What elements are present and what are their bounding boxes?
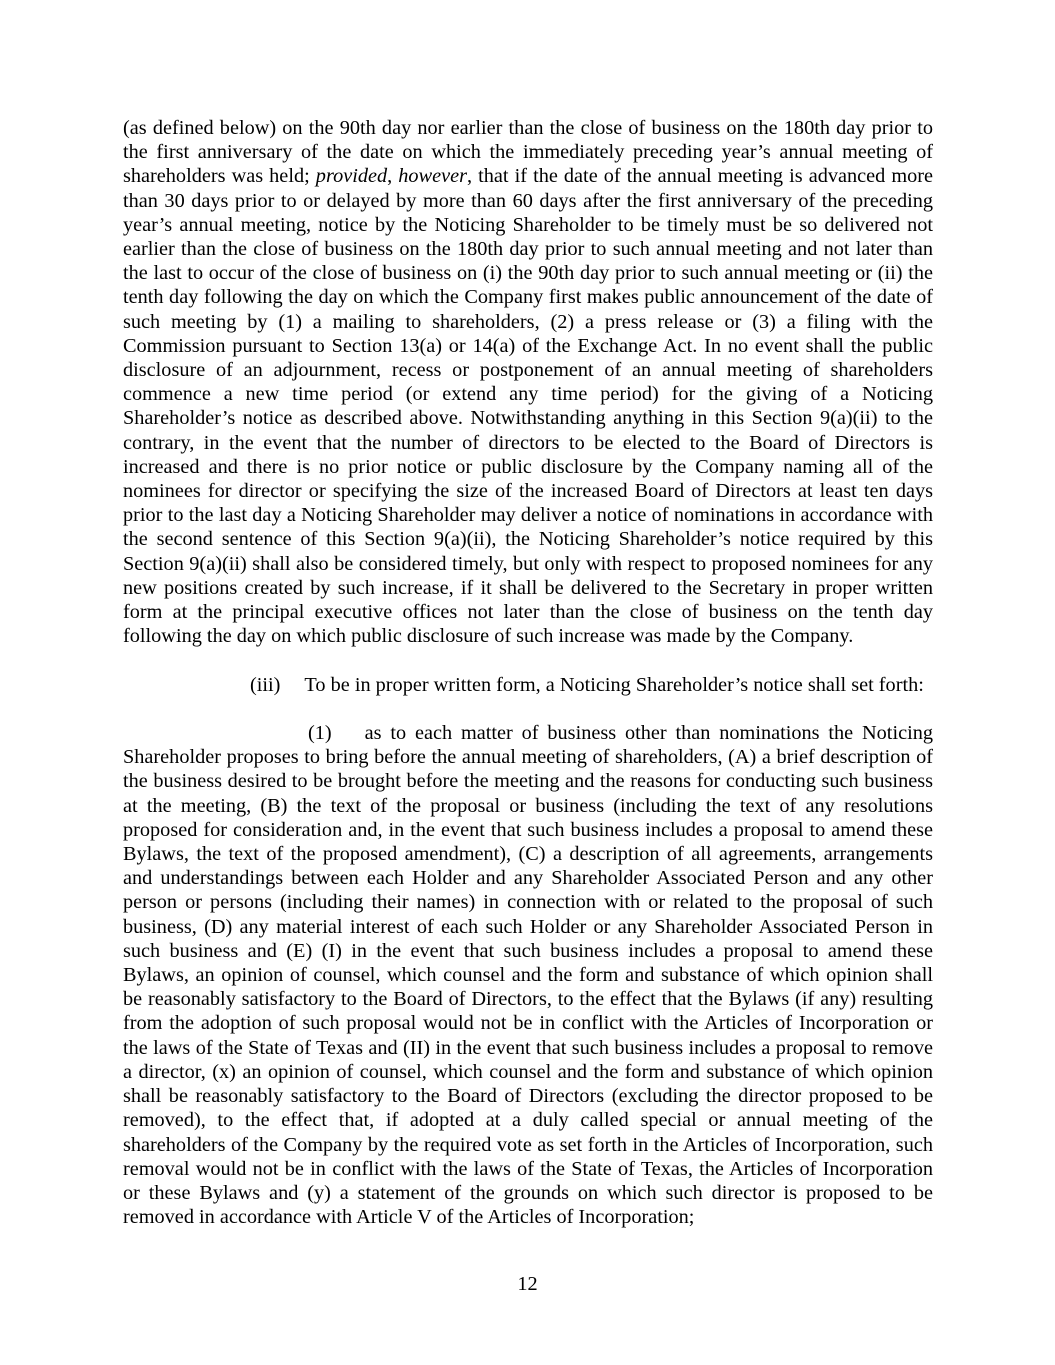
item-1-text: as to each matter of business other than nominations the Noticing Shareholder proposes to bring before the annual meeting of shareholders, (A) a brief description of the business desired to be brought before the meeting and the reasons for conducting such business at the meeting, (B) the text of the proposal or business (including the text of any resolutions proposed for consideration and, in the event that such business includes a proposal to amend these Bylaws, the text of the proposed amendment), (C) a description of all agreements, arrangements and understandings between each Holder and any Shareholder Associated Person and any other person or persons (including their names) in connection with or related to the proposal of such business, (D) any material interest of each such Holder or any Shareholder Associated Person in such business and (E) (I) in the event that such business includes a proposal to amend these Bylaws, an opinion of counsel, which counsel and the form and substance of which opinion shall be reasonably satisfactory to the Board of Directors, to the effect that the Bylaws (if any) resulting from the adoption of such proposal would not be in conflict with the Articles of Incorporation or the laws of the State of Texas and (II) in the event that such business includes a proposal to remove a director, (x) an opinion of counsel, which counsel and the form and substance of which opinion shall be reasonably satisfactory to the Board of Directors (excluding the director proposed to be removed), to the effect that, if adopted at a duly called special or annual meeting of the shareholders of the Company by the required vote as set forth in the Articles of Incorporation, such removal would not be in conflict with the laws of the State of Texas, the Articles of Incorporation or these Bylaws and (y) a statement of the grounds on which such director is proposed to be removed in accordance with Article V of the Articles of Incorporation;	[123, 722, 933, 1229]
item-1-label: (1)	[308, 722, 332, 745]
item-iii-text: To be in proper written form, a Noticing Shareholder’s notice shall set forth:	[304, 673, 924, 696]
page-number: 12	[517, 1273, 538, 1295]
paragraph-item-iii	[123, 673, 933, 697]
document-body	[123, 116, 933, 1254]
item-iii-label: (iii)	[250, 673, 281, 696]
italic-however: however	[398, 165, 467, 188]
tab-spacer	[280, 690, 304, 691]
paragraph-text: (as defined below) on the 90th day nor earlier than the close of business on the 180th day prior to the first anniversary of the date on which the immediately preceding year’s annual meeting of shareholders was held;	[123, 117, 933, 188]
italic-provided: provided	[315, 165, 388, 188]
tab-spacer	[332, 738, 365, 739]
paragraph-continuation	[123, 116, 933, 648]
paragraph-text: , that if the date of the annual meeting is advanced more than 30 days prior to or delayed by more than 60 days after the first anniversary of the preceding year’s annual meeting, notice by the Noticing Shareholder to be timely must be so delivered not earlier than the close of business on the 180th day prior to such annual meeting and not later than the last to occur of the close of business on (i) the 90th day prior to such annual meeting or (ii) the tenth day following the day on which the Company first makes public announcement of the date of such meeting by (1) a mailing to shareholders, (2) a press release or (3) a filing with the Commission pursuant to Section 13(a) or 14(a) of the Exchange Act. In no event shall the public disclosure of an adjournment, recess or postponement of an annual meeting of shareholders commence a new time period (or extend any time period) for the giving of a Noticing Shareholder’s notice as described above. Notwithstanding anything in this Section 9(a)(ii) to the contrary, in the event that the number of directors to be elected to the Board of Directors is increased and there is no prior notice or public disclosure by the Company naming all of the nominees for director or specifying the size of the increased Board of Directors at least ten days prior to the last day a Noticing Shareholder may deliver a notice of nominations in accordance with the second sentence of this Section 9(a)(ii), the Noticing Shareholder’s notice required by this Section 9(a)(ii) shall also be considered timely, but only with respect to proposed nominees for any new positions created by such increase, if it shall be delivered to the Secretary in proper written form at the principal executive offices not later than the close of business on the tenth day following the day on which public disclosure of such increase was made by the Company.	[123, 165, 933, 648]
paragraph-item-1	[123, 721, 933, 1229]
paragraph-text: ,	[387, 165, 399, 188]
